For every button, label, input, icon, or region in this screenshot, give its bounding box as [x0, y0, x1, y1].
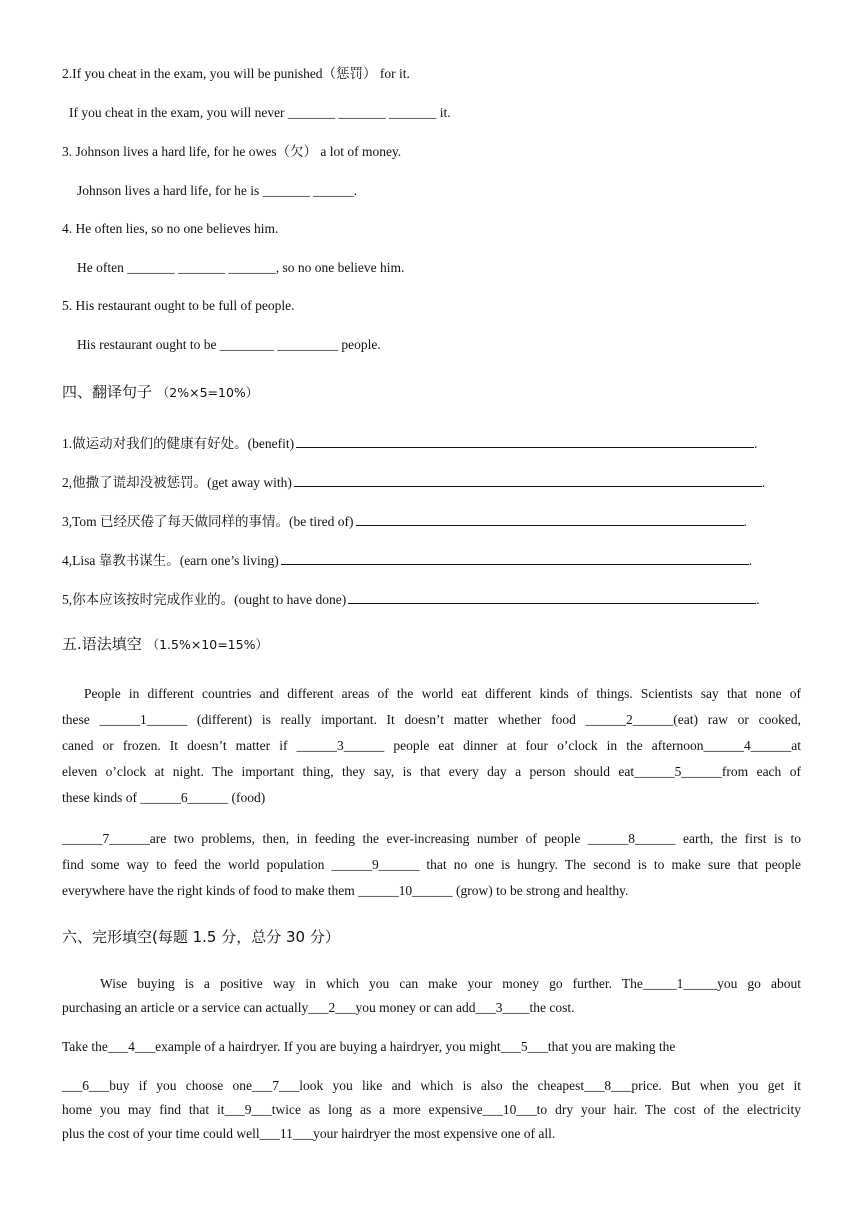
- answer-line: [296, 433, 754, 448]
- grammar-line-1: People in different countries and different areas of the world eat different kinds of things. Scientists say that none of: [84, 686, 801, 701]
- section4-heading: [62, 382, 258, 403]
- grammar-line-3: caned or frozen. It doesn’t matter if ______3______ people eat dinner at four o’clock in the afternoon______4______at: [62, 738, 801, 753]
- q5-rewrite: His restaurant ought to be ________ _________ people.: [77, 337, 381, 352]
- answer-line: [348, 589, 756, 604]
- cloze-line-5: home you may find that it___9___twice as long as a more expensive___10___to dry your hair. The cost of the electricity: [62, 1102, 801, 1117]
- translate-item-4: 4,Lisa 靠教书谋生。(earn one’s living) .: [62, 550, 752, 570]
- q2-rewrite: If you cheat in the exam, you will never _______ _______ _______ it.: [69, 105, 451, 120]
- q2-original: 2.If you cheat in the exam, you will be punished（惩罚） for it.: [62, 66, 410, 81]
- grammar-line-5: these kinds of ______6______ (food): [62, 790, 266, 805]
- cloze-line-2: purchasing an article or a service can actually___2___you money or can add___3____the cost.: [62, 1000, 575, 1015]
- section5-title: 五.语法填空: [62, 635, 142, 653]
- translate-prompt: 2,他撒了谎却没被惩罚。(get away with): [62, 475, 292, 490]
- translate-item-2: 2,他撒了谎却没被惩罚。(get away with) .: [62, 472, 765, 492]
- section5-score: （1.5%×10=15%）: [146, 637, 268, 652]
- translate-prompt: 4,Lisa 靠教书谋生。(earn one’s living): [62, 553, 279, 568]
- cloze-line-6: plus the cost of your time could well___11___your hairdryer the most expensive one of all.: [62, 1126, 556, 1141]
- answer-line: [356, 511, 744, 526]
- answer-line: [281, 550, 749, 565]
- translate-item-3: 3,Tom 已经厌倦了每天做同样的事情。(be tired of) .: [62, 511, 747, 531]
- q3-original: 3. Johnson lives a hard life, for he owes（欠） a lot of money.: [62, 144, 402, 159]
- translate-prompt: 3,Tom 已经厌倦了每天做同样的事情。(be tired of): [62, 514, 354, 529]
- translate-item-5: 5,你本应该按时完成作业的。(ought to have done) .: [62, 589, 760, 609]
- translate-item-1: 1.做运动对我们的健康有好处。(benefit) .: [62, 433, 757, 453]
- cloze-line-3: Take the___4___example of a hairdryer. If you are buying a hairdryer, you might___5___that you are making the: [62, 1039, 676, 1054]
- translate-prompt: 5,你本应该按时完成作业的。(ought to have done): [62, 592, 347, 607]
- section6-heading: [62, 927, 340, 947]
- section4-title: 四、翻译句子: [62, 383, 153, 401]
- q3-rewrite: Johnson lives a hard life, for he is _______ ______.: [77, 183, 358, 198]
- q5-original: 5. His restaurant ought to be full of people.: [62, 298, 295, 313]
- section4-score: （2%×5=10%）: [156, 385, 259, 400]
- translate-prompt: 1.做运动对我们的健康有好处。(benefit): [62, 436, 295, 451]
- answer-line: [294, 472, 762, 487]
- cloze-line-4: ___6___buy if you choose one___7___look you like and which is also the cheapest___8___price. But when you get it: [62, 1078, 801, 1093]
- grammar-line-4: eleven o’clock at night. The important thing, they say, is that every day a person should eat______5______from each of: [62, 764, 801, 779]
- section6-title: 六、完形填空(每题 1.5 分，总分 30 分）: [62, 928, 340, 946]
- section5-heading: [62, 634, 268, 655]
- grammar-line-2: these ______1______ (different) is really important. It doesn’t matter whether food ______2______(eat) raw or cooked,: [62, 712, 801, 727]
- cloze-line-1: Wise buying is a positive way in which you can make your money go further. The_____1_____you go about: [100, 976, 801, 991]
- grammar-line-7: find some way to feed the world population ______9______ that no one is hungry. The second is to make sure that people: [62, 857, 801, 872]
- q4-original: 4. He often lies, so no one believes him.: [62, 221, 279, 236]
- grammar-line-6: ______7______are two problems, then, in feeding the ever-increasing number of people ______8______ earth, the first is to: [62, 831, 801, 846]
- grammar-line-8: everywhere have the right kinds of food to make them ______10______ (grow) to be strong and healthy.: [62, 883, 629, 898]
- q4-rewrite: He often _______ _______ _______, so no one believe him.: [77, 260, 405, 275]
